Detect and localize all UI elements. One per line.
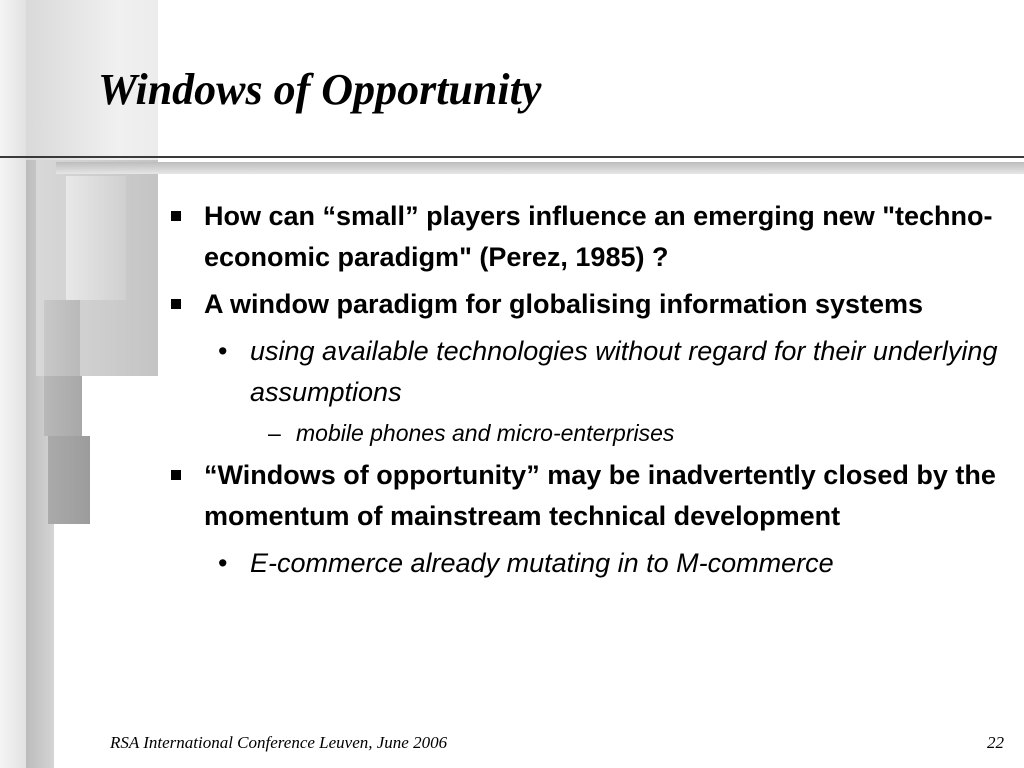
bullet-item: [168, 455, 1008, 537]
square-bullet-icon: [171, 211, 181, 221]
sub-bullet-text: E-commerce already mutating in to M-commerce: [250, 548, 834, 578]
bullet-text: A window paradigm for globalising information systems: [204, 289, 924, 319]
title-divider: [0, 156, 1024, 158]
title-divider-shadow: [56, 162, 1024, 174]
sub-bullet-text: using available technologies without regard for their underlying assumptions: [250, 336, 998, 407]
decorative-bar: [66, 176, 126, 300]
decorative-bar: [48, 436, 90, 524]
sub-bullet-item: [168, 543, 1008, 584]
decorative-bar: [44, 376, 82, 436]
sub-bullet-item: [168, 331, 1008, 413]
footer-conference: RSA International Conference Leuven, June 2006: [110, 733, 448, 752]
bullet-text: How can “small” players influence an emerging new "techno-economic paradigm" (Perez, 1985) ?: [204, 201, 993, 272]
bullet-item: [168, 284, 1008, 325]
bullet-text: “Windows of opportunity” may be inadvertently closed by the momentum of mainstream technical development: [204, 460, 996, 531]
dot-bullet-icon: •: [218, 548, 228, 578]
square-bullet-icon: [171, 470, 181, 480]
dot-bullet-icon: •: [218, 336, 228, 366]
bullet-item: [168, 196, 1008, 278]
decorative-bar: [0, 0, 26, 768]
sub-sub-bullet-item: [168, 417, 1008, 449]
dash-bullet-icon: –: [268, 420, 281, 446]
slide-title: Windows of Opportunity: [98, 65, 542, 114]
slide-content: [168, 196, 1008, 588]
page-number: 22: [987, 733, 1004, 752]
decorative-bar: [44, 300, 80, 376]
sub-sub-bullet-text: mobile phones and micro-enterprises: [296, 420, 675, 446]
square-bullet-icon: [171, 299, 181, 309]
